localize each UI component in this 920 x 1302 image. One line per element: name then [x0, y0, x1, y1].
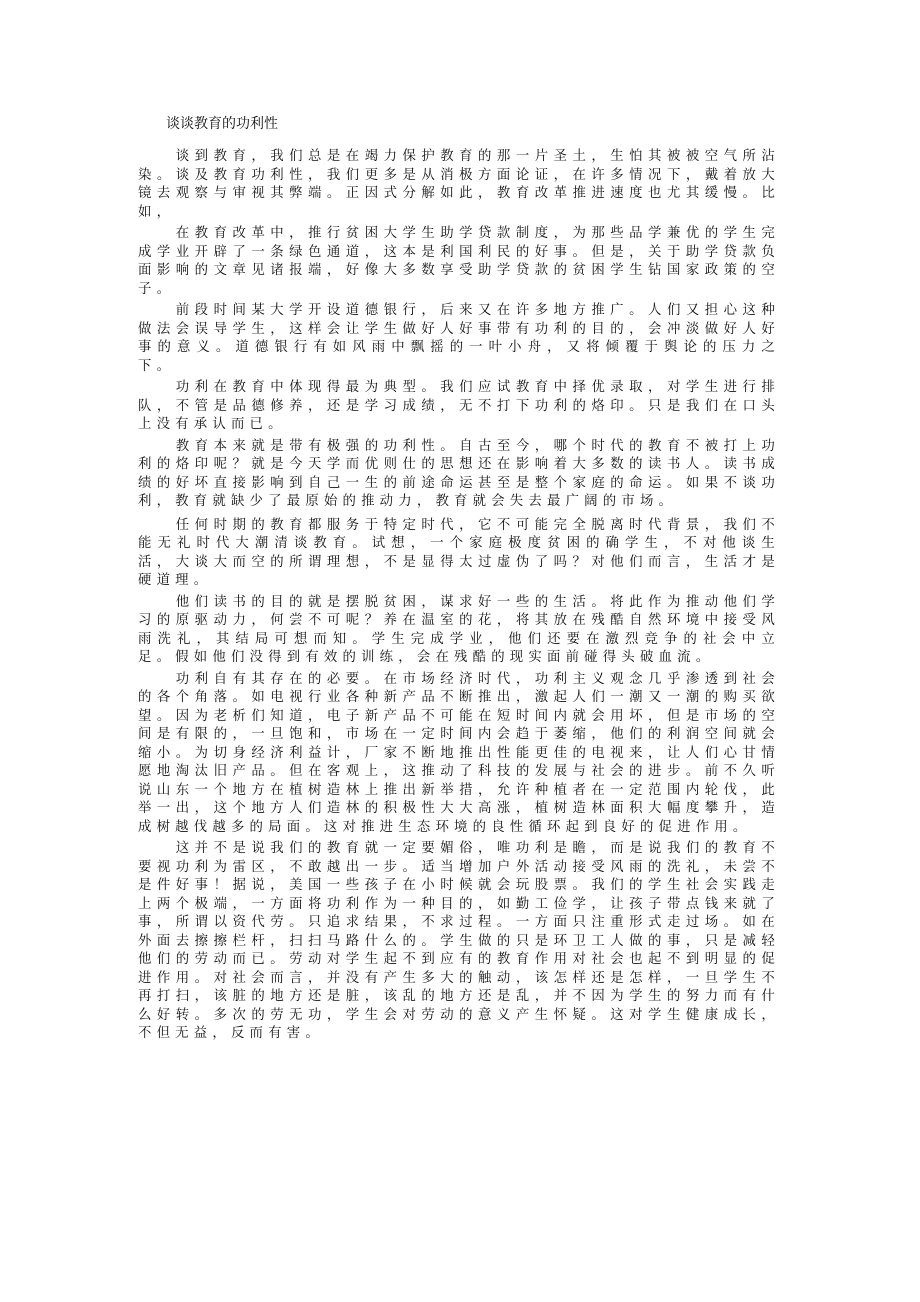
paragraph-5: 教育本来就是带有极强的功利性。自古至今，哪个时代的教育不被打上功利的烙印呢？就是今天学而优则仕的思想还在影响着大多数的读书人。读书成绩的好坏直接影响到自己一生的前途命运甚至是整个家庭的命运。如果不谈功利，教育就缺少了最原始的推动力，教育就会失去最广阔的市场。 [138, 438, 780, 509]
paragraph-1: 谈到教育，我们总是在竭力保护教育的那一片圣土，生怕其被被空气所沾染。谈及教育功利性，我们更多是从消极方面论证，在许多情况下，戴着放大镜去观察与审视其弊端。正因式分解如此，教育改革推进速度也尤其缓慢。比如， [138, 149, 780, 220]
paragraph-7: 他们读书的目的就是摆脱贫困，谋求好一些的生活。将此作为推动他们学习的原驱动力，何尝不可呢？养在温室的花，将其放在残酷自然环境中接受风雨洗礼，其结局可想而知。学生完成学业，他们还要在激烈竞争的社会中立足。假如他们没得到有效的训练，会在残酷的现实面前碰得头破血流。 [138, 594, 780, 665]
document-title: 谈谈教育的功利性 [166, 116, 278, 132]
paragraph-9: 这并不是说我们的教育就一定要媚俗，唯功利是瞻，而是说我们的教育不要视功利为雷区，不敢越出一步。适当增加户外活动接受风雨的洗礼，未尝不是件好事！据说，美国一些孩子在小时候就会玩股票。我们的学生社会实践走上两个极端，一方面将功利作为一种目的，如勤工俭学，让孩子带点钱来就了事，所谓以资代劳。只追求结果，不求过程。一方面只注重形式走过场。如在外面去擦擦栏杆，扫扫马路什么的。学生做的只是环卫工人做的事，只是减轻他们的劳动而已。劳动对学生起不到应有的教育作用对社会也起不到明显的促进作用。对社会而言，并没有产生多大的触动，该怎样还是怎样，一旦学生不再打扫，该脏的地方还是脏，该乱的地方还是乱，并不因为学生的努力而有什么好转。多次的劳无功，学生会对劳动的意义产生怀疑。这对学生健康成长，不但无益，反而有害。 [138, 841, 780, 1041]
paragraph-3: 前段时间某大学开设道德银行，后来又在许多地方推广。人们又担心这种做法会误导学生，这样会让学生做好人好事带有功利的目的，会冲淡做好人好事的意义。道德银行有如风雨中飘摇的一叶小舟，又将倾覆于舆论的压力之下。 [138, 303, 780, 374]
paragraph-2: 在教育改革中，推行贫困大学生助学贷款制度，为那些品学兼优的学生完成学业开辟了一条绿色通道，这本是利国利民的好事。但是，关于助学贷款负面影响的文章见诸报端，好像大多数享受助学贷款的贫困学生钻国家政策的空子。 [138, 226, 780, 297]
paragraph-8: 功利自有其存在的必要。在市场经济时代，功利主义观念几乎渗透到社会的各个角落。如电视行业各种新产品不断推出，激起人们一潮又一潮的购买欲望。因为老析们知道，电子新产品不可能在短时间内就会用坏，但是市场的空间是有限的，一旦饱和，市场在一定时间内会趋于萎缩，他们的利润空间就会缩小。为切身经济利益计，厂家不断地推出性能更佳的电视来，让人们心甘情愿地淘汰旧产品。但在客观上，这推动了科技的发展与社会的进步。前不久听说山东一个地方在植树造林上推出新举措，允许种植者在一定范围内轮伐，此举一出，这个地方人们造林的积极性大大高涨，植树造林面积大幅度攀升，造成树越伐越多的局面。这对推进生态环境的良性循环起到良好的促进作用。 [138, 671, 780, 835]
paragraph-6: 任何时期的教育都服务于特定时代，它不可能完全脱离时代背景，我们不能无礼时代大潮清谈教育。试想，一个家庭极度贫困的确学生，不对他谈生活，大谈大而空的所谓理想，不是显得太过虚伪了吗？对他们而言，生活才是硬道理。 [138, 517, 780, 588]
paragraph-4: 功利在教育中体现得最为典型。我们应试教育中择优录取，对学生进行排队，不管是品德修养，还是学习成绩，无不打下功利的烙印。只是我们在口头上没有承认而已。 [138, 380, 780, 432]
document-body [138, 148, 780, 1044]
